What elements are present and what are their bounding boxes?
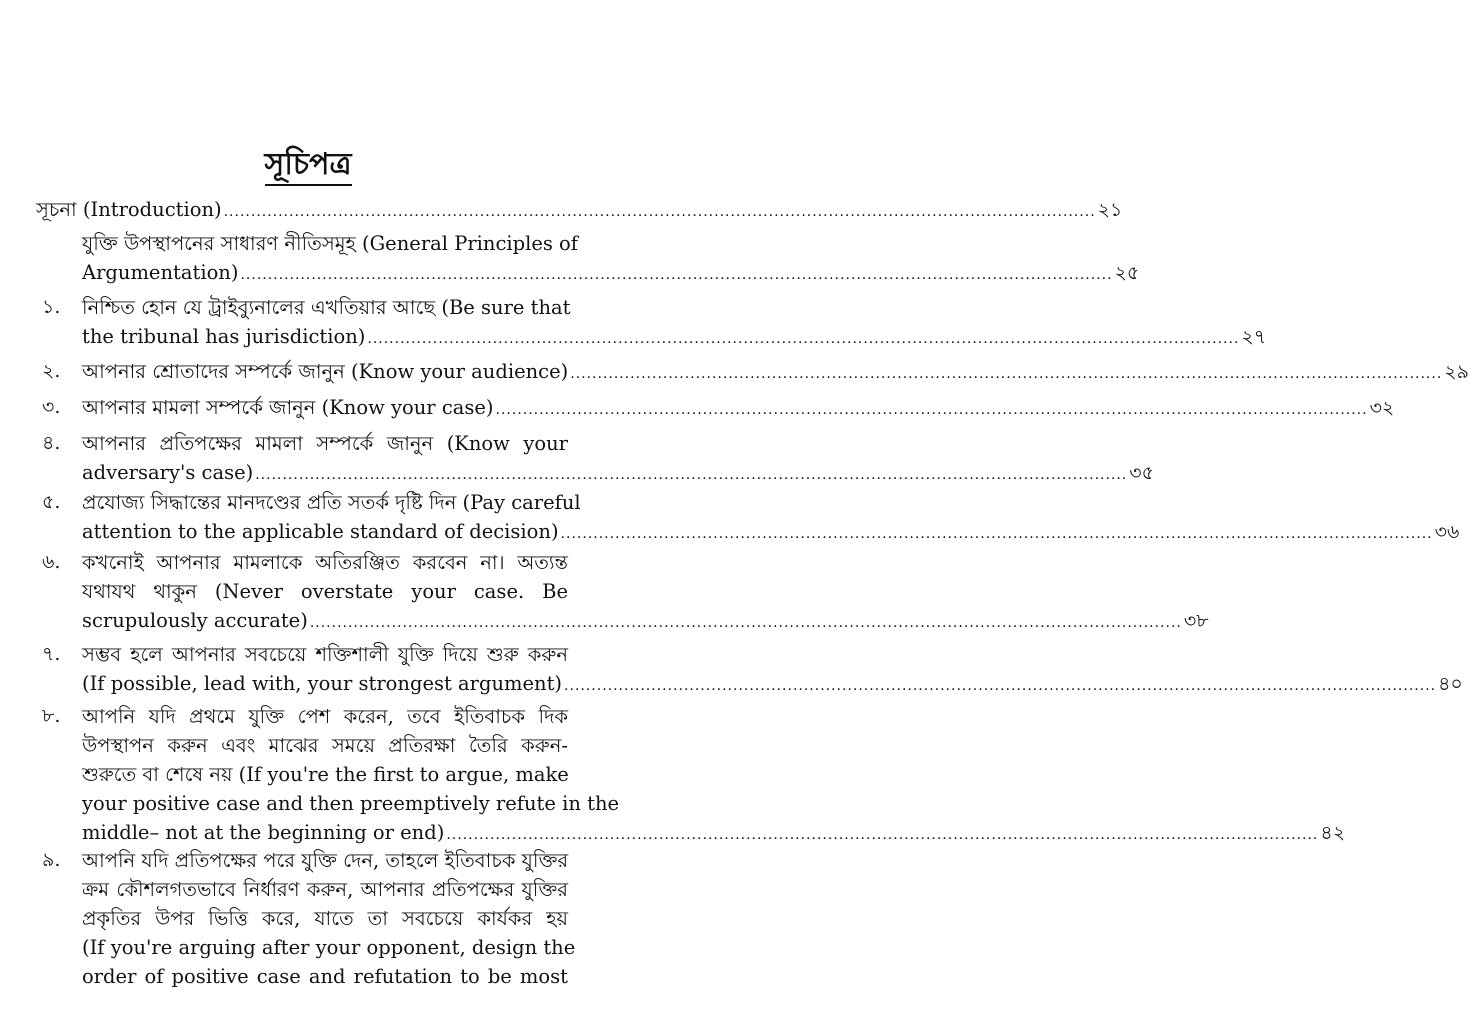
- toc-line: আপনার মামলা সম্পর্কে জানুন (Know your case) ..... ৩২: [82, 393, 568, 425]
- toc-line: আপনার প্রতিপক্ষের মামলা সম্পর্কে জানুন (Know your: [82, 432, 568, 455]
- toc-line: order of positive case and refutation to be most: [82, 965, 568, 988]
- leader-dots: [224, 198, 1096, 227]
- leader-dots: [564, 672, 1436, 701]
- page-number: ৩৫: [1129, 462, 1154, 484]
- entry-number: ৪.: [42, 432, 61, 454]
- toc-line: যথাযথ থাকুন (Never overstate your case. Be: [82, 580, 568, 603]
- toc-line: নিশ্চিত হোন যে ট্রাইব্যুনালের এখতিয়ার আছে (Be sure that: [82, 296, 571, 319]
- entry-number: ৮.: [42, 705, 61, 727]
- page-number: ২৭: [1241, 326, 1267, 348]
- toc-line: scrupulously accurate) ..... ৩৮: [82, 606, 568, 638]
- entry-number: ৯.: [42, 849, 61, 871]
- leader-dots: [570, 360, 1442, 389]
- page-number: ৩৮: [1183, 610, 1209, 632]
- page-title: সূচিপত্র: [0, 140, 616, 191]
- toc-line: সূচনা (Introduction) ..... ২১: [36, 195, 568, 227]
- toc-line: আপনার শ্রোতাদের সম্পর্কে জানুন (Know your audience) ..... ২৯: [82, 357, 568, 389]
- entry-number: ৩.: [42, 396, 61, 418]
- toc-line: ক্রম কৌশলগতভাবে নির্ধারণ করুন, আপনার প্রতিপক্ষের যুক্তির: [82, 878, 568, 901]
- entry-number: ৭.: [42, 643, 61, 665]
- page-number: ৪০: [1438, 673, 1463, 695]
- leader-dots: [446, 821, 1318, 850]
- toc-line: যুক্তি উপস্থাপনের সাধারণ নীতিসমূহ (General Principles of: [82, 232, 579, 255]
- entry-number: ৫.: [42, 491, 61, 513]
- leader-dots: [367, 325, 1239, 354]
- entry-number: ১.: [42, 296, 61, 318]
- leader-dots: [561, 520, 1433, 549]
- entry-number: ২.: [42, 360, 61, 382]
- toc-line: কখনোই আপনার মামলাকে অতিরঞ্জিত করবেন না। অত্যন্ত: [82, 551, 568, 574]
- toc-line: শুরুতে বা শেষে নয় (If you're the first to argue, make: [82, 763, 569, 786]
- leader-dots: [310, 609, 1182, 638]
- toc-line: attention to the applicable standard of decision) ..... ৩৬: [82, 517, 568, 549]
- toc-line: প্রযোজ্য সিদ্ধান্তের মানদণ্ডের প্রতি সতর্ক দৃষ্টি দিন (Pay careful: [82, 491, 581, 514]
- page-number: ৩২: [1369, 397, 1395, 419]
- toc-line: (If you're arguing after your opponent, design the: [82, 936, 576, 959]
- leader-dots: [240, 261, 1112, 290]
- toc-line: middle– not at the beginning or end) ..... ৪২: [82, 818, 568, 850]
- toc-line: সম্ভব হলে আপনার সবচেয়ে শক্তিশালী যুক্তি দিয়ে শুরু করুন: [82, 643, 568, 666]
- page-number: ২১: [1097, 199, 1123, 221]
- toc-line: the tribunal has jurisdiction) ..... ২৭: [82, 322, 568, 354]
- leader-dots: [255, 461, 1127, 490]
- toc-line: Argumentation) ..... ২৫: [82, 258, 568, 290]
- toc-line: আপনি যদি প্রতিপক্ষের পরে যুক্তি দেন, তাহলে ইতিবাচক যুক্তির: [82, 849, 569, 872]
- toc-line: (If possible, lead with, your strongest argument) ..... ৪০: [82, 669, 568, 701]
- entry-number: ৬.: [42, 551, 61, 573]
- page-number: ২৫: [1114, 262, 1140, 284]
- toc-line: your positive case and then preemptively refute in the: [82, 792, 620, 815]
- page-number: ৪২: [1320, 822, 1346, 844]
- toc-line: উপস্থাপন করুন এবং মাঝের সময়ে প্রতিরক্ষা তৈরি করুন-: [82, 734, 568, 757]
- toc-line: প্রকৃতির উপর ভিত্তি করে, যাতে তা সবচেয়ে কার্যকর হয়: [82, 907, 568, 930]
- toc-line: adversary's case) ..... ৩৫: [82, 458, 568, 490]
- leader-dots: [496, 396, 1368, 425]
- toc-line: আপনি যদি প্রথমে যুক্তি পেশ করেন, তবে ইতিবাচক দিক: [82, 705, 568, 728]
- page-number: ৩৬: [1434, 521, 1460, 543]
- page-number: ২৯: [1444, 361, 1469, 383]
